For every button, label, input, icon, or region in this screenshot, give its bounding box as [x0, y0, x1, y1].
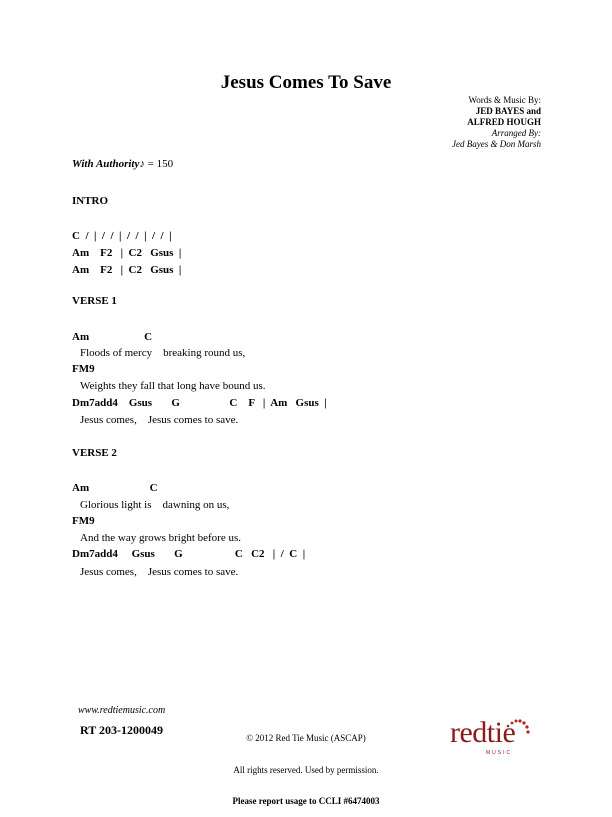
chord-line: Am F2 | C2 Gsus | [72, 264, 182, 276]
chord-line: Am C [72, 331, 153, 343]
credits-label: Words & Music By: [468, 95, 541, 105]
logo-subtext: MUSIC [486, 750, 513, 756]
lyric-line: Jesus comes, Jesus comes to save. [80, 566, 239, 578]
chord-line: Am F2 | C2 Gsus | [72, 247, 182, 259]
arrangers: Jed Bayes & Don Marsh [452, 139, 541, 149]
chord-line: Dm7add4 Gsus G C F | Am Gsus | [72, 397, 327, 409]
copyright-line: © 2012 Red Tie Music (ASCAP) [246, 733, 366, 743]
song-title: Jesus Comes To Save [220, 72, 392, 93]
catalog-code: RT 203-1200049 [80, 723, 164, 737]
section-heading-verse-1: VERSE 1 [72, 295, 117, 307]
chord-line: FM9 [72, 515, 95, 527]
lyric-line: Glorious light is dawning on us, [80, 499, 230, 511]
ccli-line: Please report usage to CCLI #6474003 [232, 796, 380, 806]
website-link[interactable]: www.redtiemusic.com [78, 705, 166, 716]
chord-line: Am C [72, 482, 158, 494]
arranged-label: Arranged By: [491, 128, 541, 138]
redtie-logo [448, 712, 544, 758]
lyric-line: Weights they fall that long have bound us. [80, 380, 266, 392]
tempo-marking [72, 158, 173, 170]
tempo-value: = 150 [144, 158, 174, 170]
lyric-line: And the way grows bright before us. [80, 532, 241, 544]
chord-line: C / | / / | / / | / / | [72, 230, 172, 242]
section-heading-verse-2: VERSE 2 [72, 447, 117, 459]
writers-line-1: JED BAYES and [475, 106, 541, 116]
lyric-line: Jesus comes, Jesus comes to save. [80, 414, 239, 426]
logo-text: redtie [450, 716, 516, 749]
chord-line: Dm7add4 Gsus G C C2 | / C | [72, 548, 306, 560]
writers-line-2: ALFRED HOUGH [467, 117, 541, 127]
section-heading-intro: INTRO [72, 195, 109, 207]
lyric-line: Floods of mercy breaking round us, [80, 347, 246, 359]
eighth-note-icon: ♪ [139, 158, 145, 170]
tempo-label: With Authority [72, 158, 140, 170]
rights-line: All rights reserved. Used by permission. [233, 764, 379, 775]
chord-line: FM9 [72, 363, 95, 375]
